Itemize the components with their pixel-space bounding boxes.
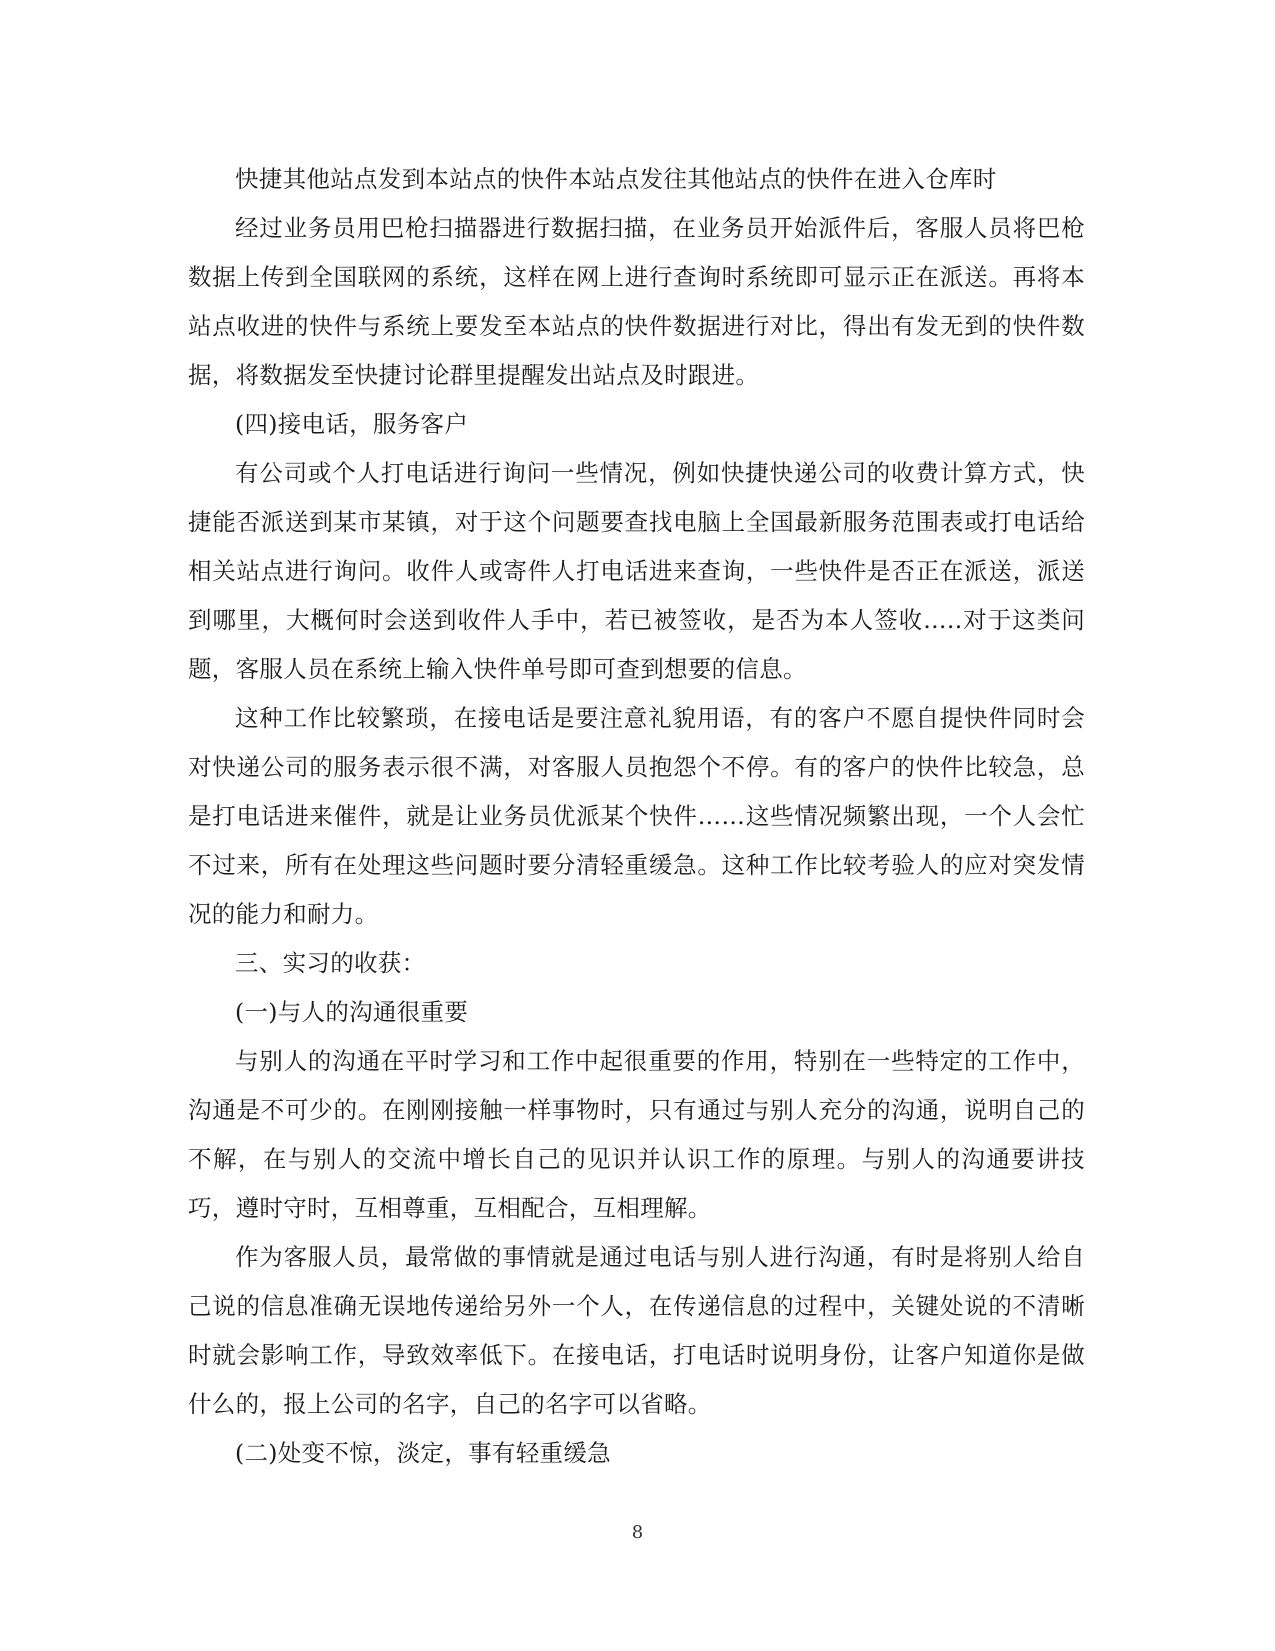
- paragraph-4: 这种工作比较繁琐，在接电话是要注意礼貌用语，有的客户不愿自提快件同时会对快递公司的服务表示很不满，对客服人员抱怨个不停。有的客户的快件比较急，总是打电话进来催件，就是让业务员优派某个快件……这些情况频繁出现，一个人会忙不过来，所有在处理这些问题时要分清轻重缓急。这种工作比较考验人的应对突发情况的能力和耐力。: [188, 704, 1085, 928]
- section-heading-3: 三、实习的收获：: [235, 949, 426, 977]
- document-body: [188, 155, 1085, 1478]
- paragraph-1: 快捷其他站点发到本站点的快件本站点发往其他站点的快件在进入仓库时: [235, 165, 997, 193]
- paragraph-3: 有公司或个人打电话进行询问一些情况，例如快捷快递公司的收费计算方式，快捷能否派送到某市某镇，对于这个问题要查找电脑上全国最新服务范围表或打电话给相关站点进行询问。收件人或寄件人打电话进来查询，一些快件是否正在派送，派送到哪里，大概何时会送到收件人手中，若已被签收，是否为本人签收…..对于这类问题，客服人员在系统上输入快件单号即可查到想要的信息。: [188, 459, 1085, 683]
- subsection-heading-1: (一)与人的沟通很重要: [235, 998, 469, 1026]
- subsection-heading-2: (二)处变不惊，淡定，事有轻重缓急: [235, 1439, 611, 1467]
- paragraph-5: 与别人的沟通在平时学习和工作中起很重要的作用，特别在一些特定的工作中，沟通是不可少的。在刚刚接触一样事物时，只有通过与别人充分的沟通，说明自己的不解，在与别人的交流中增长自己的见识并认识工作的原理。与别人的沟通要讲技巧，遵时守时，互相尊重，互相配合，互相理解。: [188, 1047, 1085, 1222]
- page-number: 8: [631, 1522, 644, 1543]
- paragraph-6: 作为客服人员，最常做的事情就是通过电话与别人进行沟通，有时是将别人给自己说的信息准确无误地传递给另外一个人，在传递信息的过程中，关键处说的不清晰时就会影响工作，导致效率低下。在接电话，打电话时说明身份，让客户知道你是做什么的，报上公司的名字，自己的名字可以省略。: [188, 1243, 1085, 1418]
- paragraph-2: 经过业务员用巴枪扫描器进行数据扫描，在业务员开始派件后，客服人员将巴枪数据上传到全国联网的系统，这样在网上进行查询时系统即可显示正在派送。再将本站点收进的快件与系统上要发至本站点的快件数据进行对比，得出有发无到的快件数据，将数据发至快捷讨论群里提醒发出站点及时跟进。: [188, 214, 1085, 389]
- section-heading-4: (四)接电话，服务客户: [235, 410, 469, 438]
